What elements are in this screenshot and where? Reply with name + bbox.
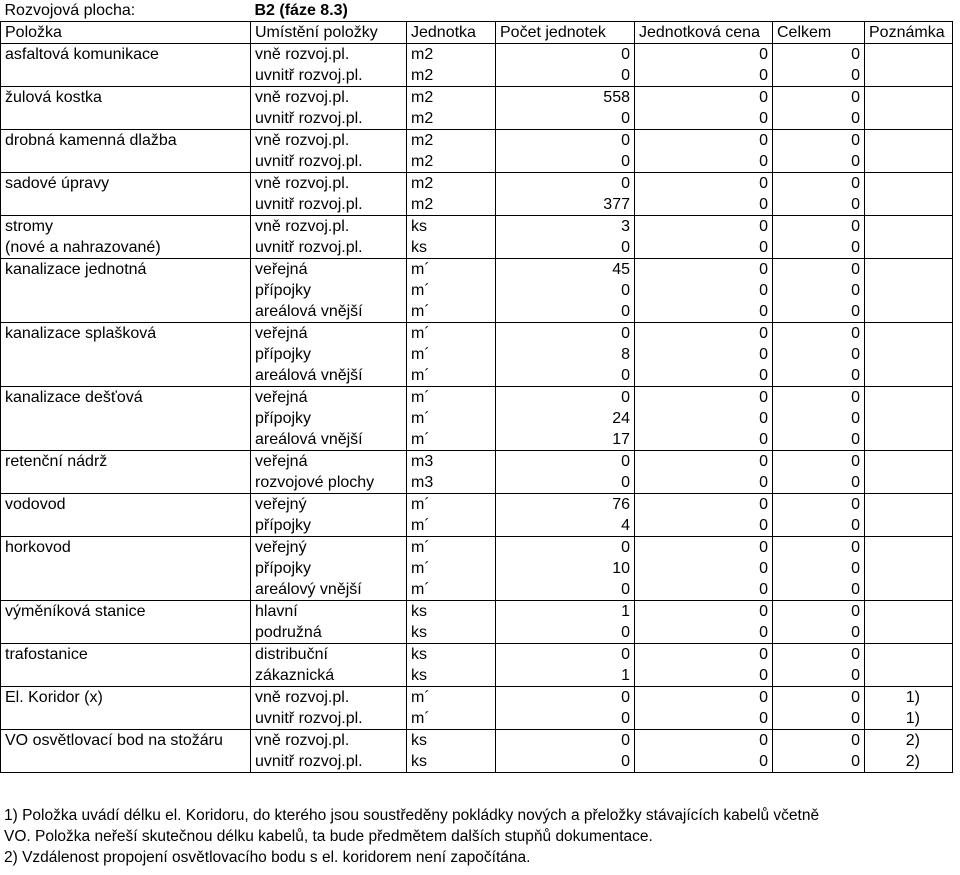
total-cell: 0 <box>773 87 865 109</box>
location-cell: uvnitř rozvoj.pl. <box>251 151 407 173</box>
location-cell: veřejná <box>251 259 407 281</box>
unit-price-cell: 0 <box>635 108 773 130</box>
unit-price-cell: 0 <box>635 751 773 773</box>
note-cell <box>865 323 953 345</box>
header-cell-pocet: Počet jednotek <box>496 22 635 44</box>
total-cell: 0 <box>773 408 865 429</box>
unit-price-cell: 0 <box>635 558 773 579</box>
item-name-cell <box>1 429 251 451</box>
table-row <box>1 194 953 216</box>
unit-cell: ks <box>407 644 496 666</box>
quantity-cell: 0 <box>496 323 635 345</box>
unit-cell: m´ <box>407 558 496 579</box>
quantity-cell: 0 <box>496 151 635 173</box>
note-cell <box>865 87 953 109</box>
quantity-cell: 24 <box>496 408 635 429</box>
total-cell: 0 <box>773 665 865 687</box>
item-name-cell: VO osvětlovací bod na stožáru <box>1 730 251 752</box>
table-row <box>1 687 953 709</box>
location-cell: areálový vnější <box>251 579 407 601</box>
note-cell <box>865 665 953 687</box>
unit-price-cell: 0 <box>635 65 773 87</box>
table-row <box>1 429 953 451</box>
total-cell: 0 <box>773 173 865 195</box>
unit-price-cell: 0 <box>635 344 773 365</box>
location-cell: uvnitř rozvoj.pl. <box>251 708 407 730</box>
item-name-cell <box>1 515 251 537</box>
unit-cell: m2 <box>407 194 496 216</box>
quantity-cell: 76 <box>496 494 635 516</box>
table-row <box>1 537 953 559</box>
unit-price-cell: 0 <box>635 44 773 66</box>
quantity-cell: 0 <box>496 687 635 709</box>
unit-cell: m2 <box>407 130 496 152</box>
table-row <box>1 451 953 473</box>
quantity-cell: 0 <box>496 130 635 152</box>
location-cell: vně rozvoj.pl. <box>251 216 407 238</box>
note-cell <box>865 237 953 259</box>
quantity-cell: 8 <box>496 344 635 365</box>
item-name-cell: El. Koridor (x) <box>1 687 251 709</box>
location-cell: přípojky <box>251 408 407 429</box>
total-cell: 0 <box>773 344 865 365</box>
unit-cell: m2 <box>407 151 496 173</box>
unit-price-cell: 0 <box>635 301 773 323</box>
total-cell: 0 <box>773 301 865 323</box>
unit-cell: m´ <box>407 494 496 516</box>
unit-price-cell: 0 <box>635 216 773 238</box>
unit-price-cell: 0 <box>635 451 773 473</box>
item-name-cell <box>1 579 251 601</box>
unit-price-cell: 0 <box>635 579 773 601</box>
total-cell: 0 <box>773 194 865 216</box>
total-cell: 0 <box>773 622 865 644</box>
unit-cell: ks <box>407 622 496 644</box>
note-cell <box>865 408 953 429</box>
table-row <box>1 622 953 644</box>
note-cell <box>865 365 953 387</box>
location-cell: distribuční <box>251 644 407 666</box>
quantity-cell: 377 <box>496 194 635 216</box>
unit-cell: m2 <box>407 108 496 130</box>
location-cell: rozvojové plochy <box>251 472 407 494</box>
note-cell <box>865 537 953 559</box>
unit-cell: ks <box>407 730 496 752</box>
item-name-cell: výměníková stanice <box>1 601 251 623</box>
unit-cell: ks <box>407 751 496 773</box>
unit-price-cell: 0 <box>635 644 773 666</box>
table-row <box>1 601 953 623</box>
unit-cell: m´ <box>407 301 496 323</box>
note-cell <box>865 451 953 473</box>
unit-price-cell: 0 <box>635 259 773 281</box>
location-cell: veřejný <box>251 537 407 559</box>
location-cell: uvnitř rozvoj.pl. <box>251 108 407 130</box>
unit-cell: m´ <box>407 280 496 301</box>
note-cell <box>865 344 953 365</box>
quantity-cell: 0 <box>496 708 635 730</box>
header-cell-celkem: Celkem <box>773 22 865 44</box>
total-cell: 0 <box>773 515 865 537</box>
table-row <box>1 173 953 195</box>
total-cell: 0 <box>773 558 865 579</box>
unit-price-cell: 0 <box>635 494 773 516</box>
unit-cell: m´ <box>407 365 496 387</box>
quantity-cell: 0 <box>496 387 635 409</box>
quantity-cell: 0 <box>496 173 635 195</box>
quantity-cell: 0 <box>496 44 635 66</box>
table-row <box>1 708 953 730</box>
note-cell <box>865 130 953 152</box>
location-cell: vně rozvoj.pl. <box>251 44 407 66</box>
table-row <box>1 44 953 66</box>
total-cell: 0 <box>773 494 865 516</box>
note-cell <box>865 280 953 301</box>
note-cell <box>865 65 953 87</box>
item-name-cell: vodovod <box>1 494 251 516</box>
unit-cell: m´ <box>407 408 496 429</box>
item-name-cell: horkovod <box>1 537 251 559</box>
location-cell: areálová vnější <box>251 429 407 451</box>
note-cell <box>865 494 953 516</box>
quantity-cell: 4 <box>496 515 635 537</box>
table-row <box>1 151 953 173</box>
unit-price-cell: 0 <box>635 151 773 173</box>
quantity-cell: 0 <box>496 301 635 323</box>
item-name-cell <box>1 301 251 323</box>
total-cell: 0 <box>773 644 865 666</box>
unit-price-cell: 0 <box>635 130 773 152</box>
header-cell-poznamka: Poznámka <box>865 22 953 44</box>
location-cell: uvnitř rozvoj.pl. <box>251 65 407 87</box>
footnote-1a: 1) Položka uvádí délku el. Koridoru, do kterého jsou soustředěny pokládky nových a přeložky stávajících kabelů včetně <box>4 807 820 824</box>
unit-price-cell: 0 <box>635 472 773 494</box>
quantity-cell: 0 <box>496 237 635 259</box>
quantity-cell: 0 <box>496 644 635 666</box>
table-row <box>1 387 953 409</box>
unit-cell: ks <box>407 665 496 687</box>
location-cell: vně rozvoj.pl. <box>251 173 407 195</box>
quantity-cell: 0 <box>496 622 635 644</box>
unit-price-cell: 0 <box>635 601 773 623</box>
quantity-cell: 558 <box>496 87 635 109</box>
header-cell-polozka: Položka <box>1 22 251 44</box>
unit-cell: m´ <box>407 323 496 345</box>
item-name-cell: (nové a nahrazované) <box>1 237 251 259</box>
item-name-cell <box>1 151 251 173</box>
item-name-cell: sadové úpravy <box>1 173 251 195</box>
location-cell: uvnitř rozvoj.pl. <box>251 751 407 773</box>
unit-cell: ks <box>407 601 496 623</box>
note-cell <box>865 194 953 216</box>
location-cell: vně rozvoj.pl. <box>251 130 407 152</box>
header-row <box>1 22 953 44</box>
location-cell: přípojky <box>251 344 407 365</box>
location-cell: zákaznická <box>251 665 407 687</box>
unit-price-cell: 0 <box>635 280 773 301</box>
location-cell: vně rozvoj.pl. <box>251 687 407 709</box>
total-cell: 0 <box>773 451 865 473</box>
unit-price-cell: 0 <box>635 730 773 752</box>
note-cell <box>865 387 953 409</box>
quantity-cell: 1 <box>496 601 635 623</box>
total-cell: 0 <box>773 537 865 559</box>
total-cell: 0 <box>773 365 865 387</box>
quantity-cell: 0 <box>496 579 635 601</box>
note-cell <box>865 472 953 494</box>
item-name-cell <box>1 65 251 87</box>
note-cell: 2) <box>865 730 953 752</box>
quantity-cell: 3 <box>496 216 635 238</box>
unit-price-cell: 0 <box>635 429 773 451</box>
location-cell: veřejná <box>251 451 407 473</box>
note-cell: 1) <box>865 708 953 730</box>
location-cell: vně rozvoj.pl. <box>251 730 407 752</box>
table-row <box>1 665 953 687</box>
location-cell: veřejný <box>251 494 407 516</box>
location-cell: přípojky <box>251 280 407 301</box>
item-name-cell: žulová kostka <box>1 87 251 109</box>
item-name-cell <box>1 365 251 387</box>
quantity-cell: 0 <box>496 451 635 473</box>
table-row <box>1 108 953 130</box>
unit-cell: m´ <box>407 344 496 365</box>
total-cell: 0 <box>773 687 865 709</box>
note-cell <box>865 515 953 537</box>
table-row <box>1 301 953 323</box>
total-cell: 0 <box>773 601 865 623</box>
item-name-cell: kanalizace jednotná <box>1 259 251 281</box>
header-cell-cena: Jednotková cena <box>635 22 773 44</box>
footnote-2: 2) Vzdálenost propojení osvětlovacího bodu s el. koridorem není započítána. <box>4 849 531 866</box>
unit-cell: m´ <box>407 429 496 451</box>
unit-cell: ks <box>407 237 496 259</box>
title-label: Rozvojová plocha: <box>4 2 136 19</box>
table-row <box>1 323 953 345</box>
location-cell: přípojky <box>251 558 407 579</box>
total-cell: 0 <box>773 280 865 301</box>
location-cell: hlavní <box>251 601 407 623</box>
note-cell <box>865 151 953 173</box>
unit-price-cell: 0 <box>635 622 773 644</box>
table-row <box>1 365 953 387</box>
table-row <box>1 730 953 752</box>
quantity-cell: 45 <box>496 259 635 281</box>
table-row <box>1 65 953 87</box>
item-name-cell <box>1 622 251 644</box>
unit-cell: m´ <box>407 537 496 559</box>
item-name-cell: drobná kamenná dlažba <box>1 130 251 152</box>
location-cell: uvnitř rozvoj.pl. <box>251 194 407 216</box>
table-row <box>1 344 953 365</box>
total-cell: 0 <box>773 730 865 752</box>
unit-cell: m´ <box>407 387 496 409</box>
unit-price-cell: 0 <box>635 515 773 537</box>
note-cell <box>865 558 953 579</box>
unit-price-cell: 0 <box>635 365 773 387</box>
quantity-cell: 0 <box>496 751 635 773</box>
location-cell: areálová vnější <box>251 365 407 387</box>
quantity-cell: 0 <box>496 730 635 752</box>
unit-cell: m´ <box>407 579 496 601</box>
item-name-cell: stromy <box>1 216 251 238</box>
note-cell <box>865 301 953 323</box>
item-name-cell <box>1 751 251 773</box>
unit-cell: m´ <box>407 708 496 730</box>
header-cell-jednotka: Jednotka <box>407 22 496 44</box>
table-row <box>1 579 953 601</box>
quantity-cell: 0 <box>496 537 635 559</box>
note-cell: 2) <box>865 751 953 773</box>
location-cell: veřejná <box>251 387 407 409</box>
title-row <box>1 0 953 22</box>
quantity-cell: 17 <box>496 429 635 451</box>
quantity-cell: 0 <box>496 280 635 301</box>
item-name-cell <box>1 558 251 579</box>
item-name-cell: asfaltová komunikace <box>1 44 251 66</box>
unit-cell: ks <box>407 216 496 238</box>
item-name-cell: kanalizace splašková <box>1 323 251 345</box>
location-cell: veřejná <box>251 323 407 345</box>
unit-cell: m3 <box>407 472 496 494</box>
unit-cell: m´ <box>407 687 496 709</box>
note-cell <box>865 108 953 130</box>
total-cell: 0 <box>773 130 865 152</box>
table-row <box>1 259 953 281</box>
unit-cell: m2 <box>407 44 496 66</box>
note-cell <box>865 44 953 66</box>
quantity-cell: 1 <box>496 665 635 687</box>
note-cell <box>865 601 953 623</box>
table-row <box>1 558 953 579</box>
note-cell <box>865 622 953 644</box>
item-name-cell: trafostanice <box>1 644 251 666</box>
unit-cell: m2 <box>407 65 496 87</box>
note-cell <box>865 644 953 666</box>
total-cell: 0 <box>773 323 865 345</box>
total-cell: 0 <box>773 151 865 173</box>
unit-price-cell: 0 <box>635 87 773 109</box>
total-cell: 0 <box>773 751 865 773</box>
quantity-cell: 10 <box>496 558 635 579</box>
item-name-cell <box>1 344 251 365</box>
table-row <box>1 644 953 666</box>
unit-price-cell: 0 <box>635 665 773 687</box>
total-cell: 0 <box>773 387 865 409</box>
unit-cell: m2 <box>407 173 496 195</box>
title-value: B2 (fáze 8.3) <box>254 2 348 19</box>
location-cell: přípojky <box>251 515 407 537</box>
note-cell <box>865 259 953 281</box>
header-cell-umisteni: Umístění položky <box>251 22 407 44</box>
quantity-cell: 0 <box>496 108 635 130</box>
item-name-cell <box>1 408 251 429</box>
total-cell: 0 <box>773 216 865 238</box>
total-cell: 0 <box>773 65 865 87</box>
unit-price-cell: 0 <box>635 387 773 409</box>
quantity-cell: 0 <box>496 472 635 494</box>
table-row <box>1 87 953 109</box>
note-cell <box>865 429 953 451</box>
total-cell: 0 <box>773 237 865 259</box>
table-row <box>1 216 953 238</box>
item-name-cell <box>1 708 251 730</box>
item-name-cell: kanalizace dešťová <box>1 387 251 409</box>
table-row <box>1 237 953 259</box>
item-name-cell: retenční nádrž <box>1 451 251 473</box>
note-cell <box>865 579 953 601</box>
total-cell: 0 <box>773 472 865 494</box>
unit-cell: m´ <box>407 259 496 281</box>
table-row <box>1 472 953 494</box>
total-cell: 0 <box>773 44 865 66</box>
table-row <box>1 751 953 773</box>
note-cell <box>865 216 953 238</box>
unit-cell: m´ <box>407 515 496 537</box>
item-name-cell <box>1 472 251 494</box>
table-row <box>1 515 953 537</box>
total-cell: 0 <box>773 708 865 730</box>
location-cell: uvnitř rozvoj.pl. <box>251 237 407 259</box>
table-row <box>1 280 953 301</box>
item-name-cell <box>1 194 251 216</box>
unit-price-cell: 0 <box>635 687 773 709</box>
note-cell <box>865 173 953 195</box>
unit-price-cell: 0 <box>635 237 773 259</box>
footnote-1b: VO. Položka neřeší skutečnou délku kabelů, ta bude předmětem dalších stupňů dokumentace. <box>4 828 653 845</box>
total-cell: 0 <box>773 579 865 601</box>
table-row <box>1 130 953 152</box>
unit-price-cell: 0 <box>635 323 773 345</box>
note-cell: 1) <box>865 687 953 709</box>
table-row <box>1 494 953 516</box>
unit-price-cell: 0 <box>635 173 773 195</box>
location-cell: areálová vnější <box>251 301 407 323</box>
item-name-cell <box>1 108 251 130</box>
total-cell: 0 <box>773 259 865 281</box>
unit-price-cell: 0 <box>635 708 773 730</box>
total-cell: 0 <box>773 429 865 451</box>
footnotes <box>4 805 954 868</box>
item-name-cell <box>1 280 251 301</box>
item-name-cell <box>1 665 251 687</box>
total-cell: 0 <box>773 108 865 130</box>
unit-cell: m3 <box>407 451 496 473</box>
unit-price-cell: 0 <box>635 194 773 216</box>
location-cell: podružná <box>251 622 407 644</box>
unit-cell: m2 <box>407 87 496 109</box>
unit-price-cell: 0 <box>635 537 773 559</box>
quantity-cell: 0 <box>496 65 635 87</box>
quantity-cell: 0 <box>496 365 635 387</box>
unit-price-cell: 0 <box>635 408 773 429</box>
location-cell: vně rozvoj.pl. <box>251 87 407 109</box>
table-row <box>1 408 953 429</box>
